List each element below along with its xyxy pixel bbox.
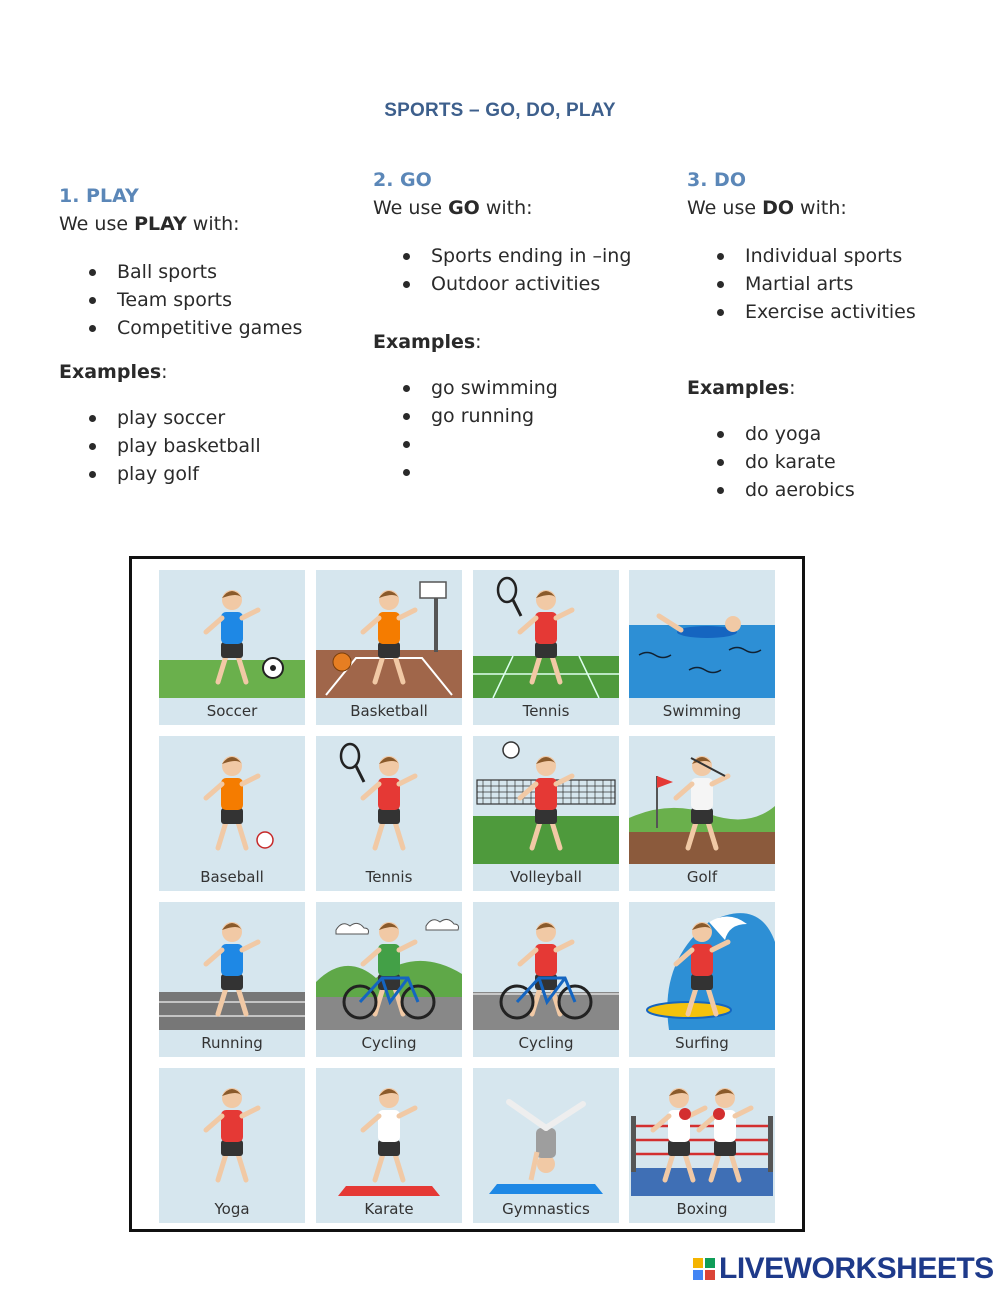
sport-illustration [473,570,619,700]
boxers-icon [699,1088,751,1180]
examples-heading [59,358,359,386]
uses-list [373,242,673,298]
logo-text: LIVEWORKSHEETS [719,1252,994,1285]
uses-text: Ball sports [117,261,218,283]
page-title: SPORTS – GO, DO, PLAY [384,100,616,121]
intro-text: We use [687,197,763,219]
bullet-icon [89,443,96,450]
colon: : [789,377,796,399]
uses-list-item [373,242,673,270]
uses-text: Sports ending in –ing [431,245,632,267]
sport-card-label: Volleyball [510,868,582,886]
uses-text: Exercise activities [745,301,916,323]
sport-card-running [159,902,305,1057]
sport-illustration [473,1068,619,1198]
intro-text: with: [794,197,847,219]
bullet-icon [717,281,724,288]
sport-card-label: Running [201,1034,263,1052]
sport-card-label: Tennis [522,702,570,720]
sport-card-cycling [316,902,462,1057]
uses-text: Team sports [117,289,233,311]
sport-card-label: Cycling [361,1034,417,1052]
boxers-icon [653,1088,705,1180]
sport-card-label: Tennis [365,868,413,886]
uses-list-item [687,270,987,298]
sport-card-basketball [316,570,462,725]
sport-equipment-icon [498,578,521,616]
examples-list-item [373,402,673,430]
bullet-icon [403,253,410,260]
column-go [373,166,673,486]
sport-card-label: Yoga [214,1200,250,1218]
bullet-icon [403,441,410,448]
sport-card-volleyball [473,736,619,891]
sport-card-label: Soccer [206,702,258,720]
examples-list [687,420,987,504]
examples-label: Examples [373,331,476,353]
sport-illustration [159,736,305,866]
example-text: do karate [745,451,836,473]
examples-list-item [59,432,359,460]
bullet-icon [717,253,724,260]
examples-list-item [59,404,359,432]
uses-text: Individual sports [745,245,903,267]
sport-card-surfing [629,902,775,1057]
bullet-icon [403,413,410,420]
sport-illustration [159,902,305,1032]
sport-equipment-icon [341,744,364,782]
gymnast-icon [509,1102,583,1180]
bullet-icon [717,487,724,494]
column-heading: 1. PLAY [59,185,139,207]
colon: : [161,361,168,383]
liveworksheets-logo[interactable] [693,1252,994,1286]
sport-card-boxing [629,1068,775,1223]
sport-card-label: Cycling [518,1034,574,1052]
uses-text: Outdoor activities [431,273,601,295]
example-text: go running [431,405,535,427]
sports-picture-grid [129,556,805,1232]
intro-verb: GO [448,197,480,219]
bullet-icon [89,325,96,332]
sport-card-tennis [316,736,462,891]
sport-illustration [316,902,462,1032]
examples-list-item [59,460,359,488]
sport-illustration [629,570,775,700]
bullet-icon [403,281,410,288]
sport-card-label: Boxing [676,1200,728,1218]
examples-list-item [373,430,673,458]
example-text: play golf [117,463,199,485]
examples-list-item [687,420,987,448]
sport-illustration [316,1068,462,1198]
sport-card-tennis [473,570,619,725]
uses-text: Martial arts [745,273,854,295]
sport-illustration [629,1068,775,1198]
bullet-icon [717,309,724,316]
sport-card-yoga [159,1068,305,1223]
uses-text: Competitive games [117,317,303,339]
sport-card-label: Baseball [200,868,264,886]
column-do [687,166,987,504]
intro-text: with: [479,197,533,219]
sport-card-swimming [629,570,775,725]
sport-illustration [316,570,462,700]
uses-list [59,258,359,342]
column-intro [59,210,359,238]
intro-text: with: [186,213,240,235]
yoga-pose-icon [206,1088,258,1180]
sport-illustration [159,1068,305,1198]
sport-card-label: Gymnastics [502,1200,590,1218]
examples-heading [373,328,673,356]
bullet-icon [403,385,410,392]
scene-background [473,656,619,698]
examples-list-item [687,476,987,504]
uses-list-item [373,270,673,298]
sport-illustration [629,736,775,866]
examples-list-item [373,458,673,486]
examples-list-item [373,374,673,402]
bullet-icon [717,431,724,438]
examples-list-item [687,448,987,476]
intro-verb: PLAY [134,213,187,235]
uses-list-item [59,258,359,286]
example-text: go swimming [431,377,558,399]
bullet-icon [89,471,96,478]
examples-label: Examples [59,361,162,383]
sport-card-label: Surfing [675,1034,729,1052]
bullet-icon [89,269,96,276]
bullet-icon [403,469,410,476]
examples-list [373,374,673,486]
bullet-icon [89,297,96,304]
uses-list-item [687,242,987,270]
example-text: do yoga [745,423,822,445]
example-text: do aerobics [745,479,855,501]
sport-illustration [629,902,775,1032]
sport-card-baseball [159,736,305,891]
sport-illustration [159,570,305,700]
intro-text: We use [59,213,135,235]
examples-label: Examples [687,377,790,399]
column-heading: 2. GO [373,169,432,191]
karate-icon [363,1088,415,1180]
sport-card-label: Karate [364,1200,414,1218]
uses-list-item [59,286,359,314]
scene-background [338,1186,440,1196]
colon: : [475,331,482,353]
sport-equipment-icon [333,653,351,671]
sport-card-karate [316,1068,462,1223]
example-text: play soccer [117,407,226,429]
sport-card-label: Swimming [662,702,742,720]
intro-verb: DO [762,197,795,219]
bullet-icon [89,415,96,422]
example-text: play basketball [117,435,261,457]
scene-background [489,1184,603,1194]
sport-card-label: Golf [686,868,718,886]
baseball-player-icon [206,756,258,848]
column-heading: 3. DO [687,169,746,191]
logo-blocks-icon [693,1258,715,1280]
bullet-icon [717,459,724,466]
sport-card-cycling [473,902,619,1057]
uses-list-item [687,298,987,326]
sport-illustration [473,736,619,866]
sport-illustration [473,902,619,1032]
column-intro [687,194,987,222]
sport-equipment-icon [503,742,519,758]
sport-card-label: Basketball [350,702,428,720]
sport-illustration [316,736,462,866]
column-intro [373,194,673,222]
scene-background [159,992,305,1030]
uses-list-item [59,314,359,342]
examples-list [59,404,359,488]
sport-card-golf [629,736,775,891]
sport-card-soccer [159,570,305,725]
examples-heading [687,374,987,402]
sport-card-gymnastics [473,1068,619,1223]
intro-text: We use [373,197,449,219]
tennis-player-icon [363,756,415,848]
sport-equipment-icon [263,658,283,678]
column-play [59,182,359,488]
sport-equipment-icon [257,832,273,848]
uses-list [687,242,987,326]
